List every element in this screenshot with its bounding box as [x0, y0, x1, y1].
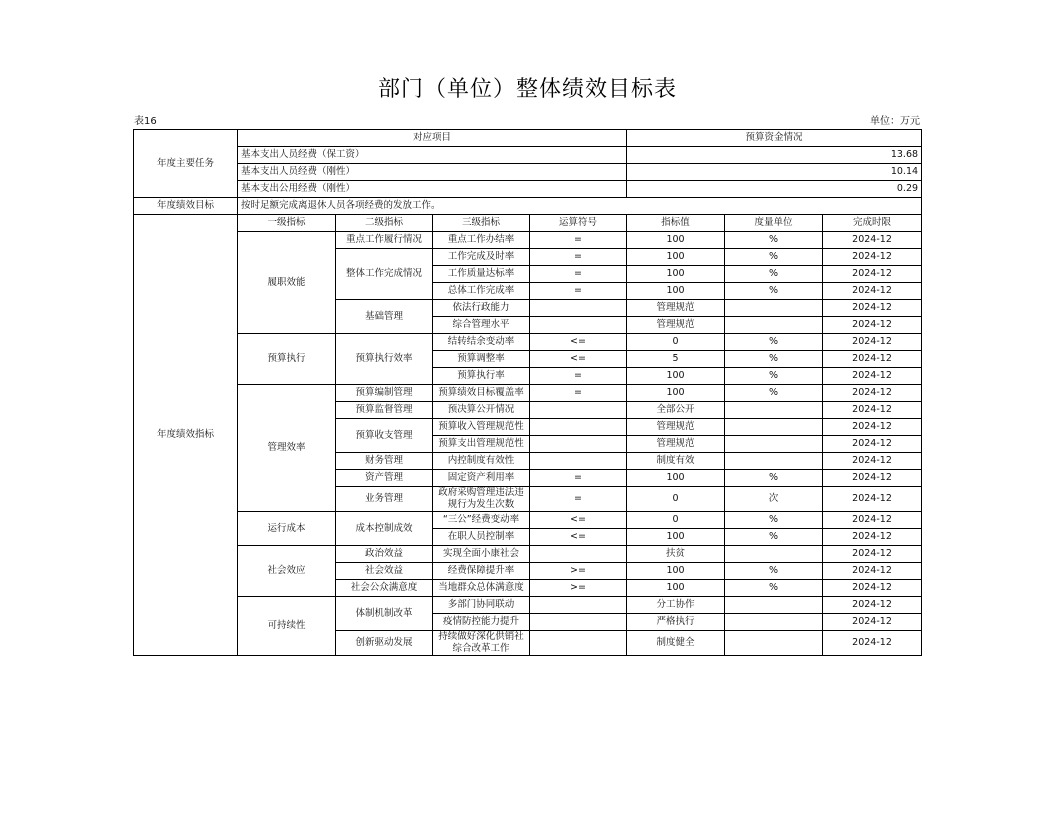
indicator-unit: %	[725, 385, 823, 402]
task-row	[134, 147, 922, 164]
indicator-operator	[530, 300, 627, 317]
indicator-level2: 社会效益	[336, 563, 433, 580]
indicator-level3: 综合管理水平	[433, 317, 530, 334]
indicator-level3: 预算执行率	[433, 368, 530, 385]
indicator-unit: %	[725, 512, 823, 529]
indicator-deadline: 2024-12	[823, 402, 922, 419]
indicator-operator: =	[530, 283, 627, 300]
indicator-unit: %	[725, 563, 823, 580]
indicator-deadline: 2024-12	[823, 529, 922, 546]
indicator-level3: 实现全面小康社会	[433, 546, 530, 563]
indicator-level1: 运行成本	[238, 512, 336, 546]
col-header-budget: 预算资金情况	[627, 130, 922, 147]
indicator-value: 管理规范	[627, 317, 725, 334]
indicator-level1: 预算执行	[238, 334, 336, 385]
indicator-level3: 持续做好深化供销社综合改革工作	[433, 631, 530, 656]
indicator-row	[134, 334, 922, 351]
indicator-level3: 疫情防控能力提升	[433, 614, 530, 631]
indicator-level3: 当地群众总体满意度	[433, 580, 530, 597]
indicator-value: 100	[627, 232, 725, 249]
goal-text: 按时足额完成离退休人员各项经费的发放工作。	[238, 198, 922, 215]
indicator-level3: 重点工作办结率	[433, 232, 530, 249]
col-header-l1: 一级指标	[238, 215, 336, 232]
indicator-level1: 社会效应	[238, 546, 336, 597]
indicator-value: 100	[627, 529, 725, 546]
indicator-level3: 经费保障提升率	[433, 563, 530, 580]
indicator-value: 5	[627, 351, 725, 368]
indicator-value: 管理规范	[627, 419, 725, 436]
indicator-level3: 固定资产利用率	[433, 470, 530, 487]
indicator-deadline: 2024-12	[823, 512, 922, 529]
indicator-operator: <=	[530, 512, 627, 529]
indicator-value: 0	[627, 487, 725, 512]
indicator-value: 全部公开	[627, 402, 725, 419]
indicator-operator	[530, 546, 627, 563]
indicator-unit: %	[725, 283, 823, 300]
indicator-level1: 履职效能	[238, 232, 336, 334]
indicator-operator	[530, 419, 627, 436]
indicator-unit: %	[725, 580, 823, 597]
indicator-deadline: 2024-12	[823, 351, 922, 368]
indicator-unit	[725, 631, 823, 656]
indicator-level1: 管理效率	[238, 385, 336, 512]
goal-row	[134, 198, 922, 215]
indicator-value: 100	[627, 249, 725, 266]
indicator-value: 100	[627, 283, 725, 300]
indicator-unit	[725, 402, 823, 419]
indicator-deadline: 2024-12	[823, 249, 922, 266]
indicator-level1: 可持续性	[238, 597, 336, 656]
indicators-label: 年度绩效指标	[134, 215, 238, 656]
indicator-deadline: 2024-12	[823, 283, 922, 300]
task-amount: 0.29	[627, 181, 922, 198]
indicator-value: 分工协作	[627, 597, 725, 614]
indicator-level2: 重点工作履行情况	[336, 232, 433, 249]
indicator-deadline: 2024-12	[823, 453, 922, 470]
indicator-unit: %	[725, 529, 823, 546]
indicator-operator: >=	[530, 580, 627, 597]
indicator-level2: 成本控制成效	[336, 512, 433, 546]
indicator-level3: 预算支出管理规范性	[433, 436, 530, 453]
indicator-unit: %	[725, 470, 823, 487]
unit-label: 单位：万元	[870, 116, 920, 127]
task-row	[134, 164, 922, 181]
indicator-unit: %	[725, 351, 823, 368]
indicator-level2: 预算收支管理	[336, 419, 433, 453]
indicator-level3: 工作完成及时率	[433, 249, 530, 266]
indicator-level3: 内控制度有效性	[433, 453, 530, 470]
indicator-operator	[530, 453, 627, 470]
indicator-level2: 业务管理	[336, 487, 433, 512]
indicator-value: 100	[627, 266, 725, 283]
indicator-value: 0	[627, 512, 725, 529]
indicator-operator: =	[530, 232, 627, 249]
indicator-deadline: 2024-12	[823, 385, 922, 402]
indicator-unit	[725, 597, 823, 614]
indicator-level3: 工作质量达标率	[433, 266, 530, 283]
task-item: 基本支出人员经费（刚性）	[238, 164, 627, 181]
indicator-deadline: 2024-12	[823, 631, 922, 656]
indicator-level3: 结转结余变动率	[433, 334, 530, 351]
indicator-level3: 依法行政能力	[433, 300, 530, 317]
indicator-deadline: 2024-12	[823, 563, 922, 580]
indicator-operator: =	[530, 266, 627, 283]
indicator-unit: %	[725, 232, 823, 249]
indicator-level2: 基础管理	[336, 300, 433, 334]
indicator-operator: >=	[530, 563, 627, 580]
table-number: 表16	[134, 116, 157, 127]
indicator-value: 100	[627, 580, 725, 597]
indicator-unit	[725, 614, 823, 631]
indicator-level3: 预算绩效目标覆盖率	[433, 385, 530, 402]
indicator-level3: 多部门协同联动	[433, 597, 530, 614]
task-item: 基本支出人员经费（保工资）	[238, 147, 627, 164]
indicator-unit	[725, 300, 823, 317]
indicator-operator	[530, 317, 627, 334]
indicator-operator	[530, 597, 627, 614]
indicator-deadline: 2024-12	[823, 580, 922, 597]
indicator-deadline: 2024-12	[823, 317, 922, 334]
col-header-unit: 度量单位	[725, 215, 823, 232]
indicators-header-row	[134, 215, 922, 232]
indicator-level2: 社会公众满意度	[336, 580, 433, 597]
task-amount: 10.14	[627, 164, 922, 181]
col-header-deadline: 完成时限	[823, 215, 922, 232]
indicator-row	[134, 546, 922, 563]
indicator-operator: <=	[530, 529, 627, 546]
task-row	[134, 181, 922, 198]
indicator-deadline: 2024-12	[823, 300, 922, 317]
indicator-deadline: 2024-12	[823, 419, 922, 436]
indicator-level3: 在职人员控制率	[433, 529, 530, 546]
indicator-level3: 预算收入管理规范性	[433, 419, 530, 436]
indicator-deadline: 2024-12	[823, 597, 922, 614]
goal-label: 年度绩效目标	[134, 198, 238, 215]
indicator-level2: 预算编制管理	[336, 385, 433, 402]
indicator-value: 管理规范	[627, 300, 725, 317]
indicator-operator	[530, 631, 627, 656]
indicator-operator	[530, 436, 627, 453]
indicator-value: 扶贫	[627, 546, 725, 563]
indicator-value: 100	[627, 368, 725, 385]
indicator-level3: “三公”经费变动率	[433, 512, 530, 529]
indicator-level2: 体制机制改革	[336, 597, 433, 631]
indicator-value: 100	[627, 385, 725, 402]
col-header-item: 对应项目	[238, 130, 627, 147]
indicator-deadline: 2024-12	[823, 334, 922, 351]
indicator-operator: =	[530, 385, 627, 402]
indicator-deadline: 2024-12	[823, 470, 922, 487]
indicator-deadline: 2024-12	[823, 266, 922, 283]
indicator-deadline: 2024-12	[823, 232, 922, 249]
indicator-value: 制度健全	[627, 631, 725, 656]
indicator-operator: =	[530, 470, 627, 487]
performance-target-table	[133, 129, 922, 656]
indicator-value: 制度有效	[627, 453, 725, 470]
indicator-operator: <=	[530, 351, 627, 368]
indicator-level3: 预算调整率	[433, 351, 530, 368]
indicator-row	[134, 232, 922, 249]
indicator-unit: %	[725, 334, 823, 351]
indicator-level2: 资产管理	[336, 470, 433, 487]
indicator-operator: =	[530, 368, 627, 385]
task-item: 基本支出公用经费（刚性）	[238, 181, 627, 198]
indicator-value: 严格执行	[627, 614, 725, 631]
indicator-unit: 次	[725, 487, 823, 512]
indicator-unit	[725, 546, 823, 563]
indicator-value: 100	[627, 470, 725, 487]
col-header-value: 指标值	[627, 215, 725, 232]
indicator-deadline: 2024-12	[823, 487, 922, 512]
indicator-unit: %	[725, 249, 823, 266]
task-amount: 13.68	[627, 147, 922, 164]
indicator-deadline: 2024-12	[823, 436, 922, 453]
indicator-value: 管理规范	[627, 436, 725, 453]
indicator-unit	[725, 419, 823, 436]
page-title: 部门（单位）整体绩效目标表	[377, 77, 677, 102]
indicator-unit: %	[725, 368, 823, 385]
indicator-unit	[725, 453, 823, 470]
indicator-level2: 创新驱动发展	[336, 631, 433, 656]
indicator-row	[134, 597, 922, 614]
indicator-row	[134, 385, 922, 402]
indicator-row	[134, 512, 922, 529]
indicator-operator: <=	[530, 334, 627, 351]
indicator-operator: =	[530, 249, 627, 266]
col-header-l3: 三级指标	[433, 215, 530, 232]
indicator-operator: =	[530, 487, 627, 512]
tasks-header-row	[134, 130, 922, 147]
indicator-level2: 预算执行效率	[336, 334, 433, 385]
tasks-label: 年度主要任务	[134, 130, 238, 198]
indicator-unit	[725, 317, 823, 334]
indicator-deadline: 2024-12	[823, 368, 922, 385]
indicator-operator	[530, 614, 627, 631]
indicator-level3: 总体工作完成率	[433, 283, 530, 300]
indicator-unit	[725, 436, 823, 453]
indicator-level2: 政治效益	[336, 546, 433, 563]
indicator-level2: 整体工作完成情况	[336, 249, 433, 300]
indicator-level3: 政府采购管理违法违规行为发生次数	[433, 487, 530, 512]
indicator-level2: 预算监督管理	[336, 402, 433, 419]
indicator-value: 100	[627, 563, 725, 580]
indicator-level2: 财务管理	[336, 453, 433, 470]
indicator-deadline: 2024-12	[823, 546, 922, 563]
indicator-level3: 预决算公开情况	[433, 402, 530, 419]
col-header-operator: 运算符号	[530, 215, 627, 232]
indicator-unit: %	[725, 266, 823, 283]
indicator-deadline: 2024-12	[823, 614, 922, 631]
indicator-operator	[530, 402, 627, 419]
indicator-value: 0	[627, 334, 725, 351]
col-header-l2: 二级指标	[336, 215, 433, 232]
